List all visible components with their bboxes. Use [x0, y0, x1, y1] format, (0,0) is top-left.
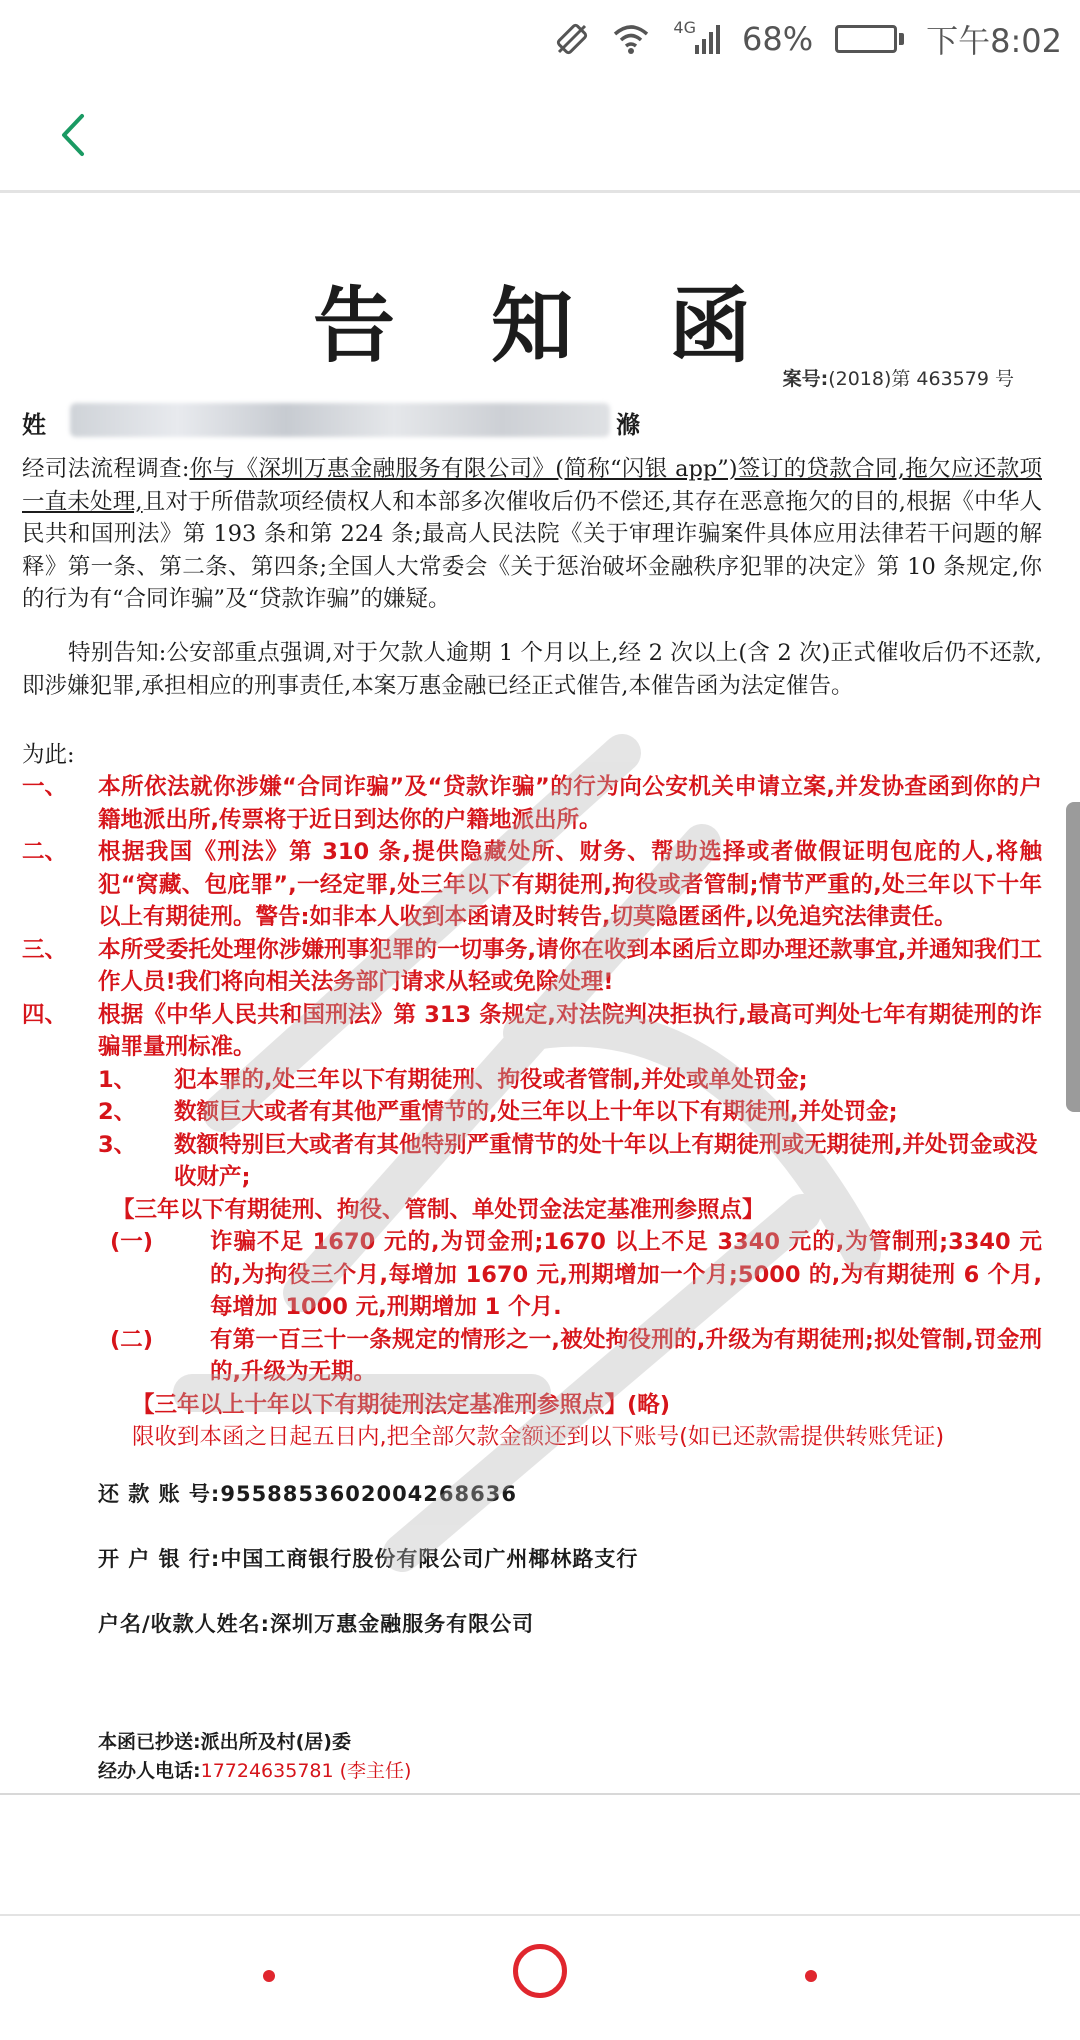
reference-item: (二) 有第一百三十一条规定的情形之一,被处拘役刑的,升级为有期徒刑;拟处管制,罚金刑的,升级为无期。	[110, 1326, 1042, 1385]
demand-items	[22, 771, 1042, 1454]
back-button[interactable]	[38, 100, 108, 170]
document-image[interactable]	[0, 193, 1080, 1795]
demand-item: 一、 本所依法就你涉嫌“合同诈骗”及“贷款诈骗”的行为向公安机关申请立案,并发协查函到你的户籍地派出所,传票将于近日到达你的户籍地派出所。	[22, 774, 1042, 833]
penalty-item: 1、 犯本罪的,处三年以下有期徒刑、拘役或者管制,并处或单处罚金;	[98, 1066, 808, 1093]
account-number: 还 款 账 号:9558853602004268636	[98, 1482, 517, 1506]
network-type: 4G	[673, 17, 696, 37]
document-title	[22, 278, 1042, 374]
demand-item: 二、 根据我国《刑法》第 310 条,提供隐藏处所、财务、帮助选择或者做假证明包庇的人,将触犯“窝藏、包庇罪”,一经定罪,处三年以下有期徒刑,拘役或者管制;情节严重的,处三年以下十年以上有期徒刑。警告:如非本人收到本函请及时转告,切莫隐匿函件,以免追究法律责任。	[22, 839, 1042, 930]
special-notice: 特别告知:公安部重点强调,对于欠款人逾期 1 个月以上,经 2 次以上(含 2 次)正式催收后仍不还款,即涉嫌犯罪,承担相应的刑事责任,本案万惠金融已经正式催告,本催告函为法定催告。	[22, 640, 1042, 699]
title-char: 知	[490, 278, 573, 374]
dot-icon[interactable]	[263, 1970, 275, 1982]
chevron-left-icon	[58, 112, 88, 158]
bank-name: 开 户 银 行:中国工商银行股份有限公司广州椰林路支行	[98, 1547, 639, 1571]
rotate-lock-icon	[555, 22, 589, 56]
title-char: 函	[669, 278, 752, 374]
reference-item: (一) 诈骗不足 1670 元的,为罚金刑;1670 以上不足 3340 元的,为管制刑;3340 元的,为拘役三个月,每增加 1670 元,刑期增加一个月;5000 的,为有期徒刑 6 个月,每增加 1000 元,刑期增加 1 个月.	[110, 1229, 1042, 1320]
redacted-name	[70, 403, 610, 437]
copied-to: 本函已抄送:派出所及村(居)委	[98, 1731, 351, 1753]
penalty-item: 2、 数额巨大或者有其他严重情节的,处三年以上十年以下有期徒刑,并处罚金;	[98, 1099, 898, 1125]
intro-paragraph: 经司法流程调查:你与《深圳万惠金融服务有限公司》(简称“闪银 app”)签订的贷款合同,拖欠应还款项一直未处理,且对于所借款项经债权人和本部多次催收后仍不偿还,其存在恶意拖欠的目的,根据《中华人民共和国刑法》第 193 条和第 224 条;最高人民法院《关于审理诈骗案件具体应用法律若干问题的解释》第一条、第二条、第四条;全国人大常委会《关于惩治破坏金融秩序犯罪的决定》第 10 条规定,你的行为有“合同诈骗”及“贷款诈骗”的嫌疑。	[22, 456, 1043, 612]
payee-name: 户名/收款人姓名:深圳万惠金融服务有限公司	[98, 1612, 535, 1636]
greeting: 姓 滌	[22, 410, 640, 439]
scrollbar-thumb[interactable]	[1066, 802, 1080, 1112]
status-bar	[0, 0, 1080, 78]
bottom-nav-bar	[0, 1914, 1080, 2040]
payment-deadline: 限收到本函之日起五日内,把全部欠款金额还到以下账号(如已还款需提供转账凭证)	[132, 1424, 945, 1450]
battery-icon	[835, 25, 904, 53]
penalty-item: 3、 数额特别巨大或者有其他特别严重情节的处十年以上有期徒刑或无期徒刑,并处罚金或没收财产;	[98, 1131, 1038, 1190]
home-ring-icon[interactable]	[513, 1944, 567, 1998]
wifi-icon	[611, 22, 651, 56]
clock: 下午8:02	[926, 22, 1062, 60]
dot-icon[interactable]	[805, 1970, 817, 1982]
demand-item: 四、 根据《中华人民共和国刑法》第 313 条规定,对法院判决拒执行,最高可判处七年有期徒刑的诈骗罪量刑标准。	[22, 1001, 1042, 1060]
handler-phone: 经办人电话:17724635781 (李主任)	[98, 1760, 412, 1782]
reference-heading: 【三年以下有期徒刑、拘役、管制、单处罚金法定基准刑参照点】	[112, 1196, 765, 1223]
wherefore-label: 为此:	[22, 742, 75, 768]
top-nav-bar	[0, 78, 1080, 193]
battery-percent: 68%	[742, 20, 814, 58]
reference-heading: 【三年以上十年以下有期徒刑法定基准刑参照点】(略)	[132, 1391, 671, 1418]
signal-icon	[673, 17, 720, 55]
case-number: 案号:(2018)第 463579 号	[782, 368, 1014, 390]
demand-item: 三、 本所受委托处理你涉嫌刑事犯罪的一切事务,请你在收到本函后立即办理还款事宜,并通知我们工作人员!我们将向相关法务部门请求从轻或免除处理!	[22, 936, 1042, 995]
title-char: 告	[312, 278, 395, 374]
